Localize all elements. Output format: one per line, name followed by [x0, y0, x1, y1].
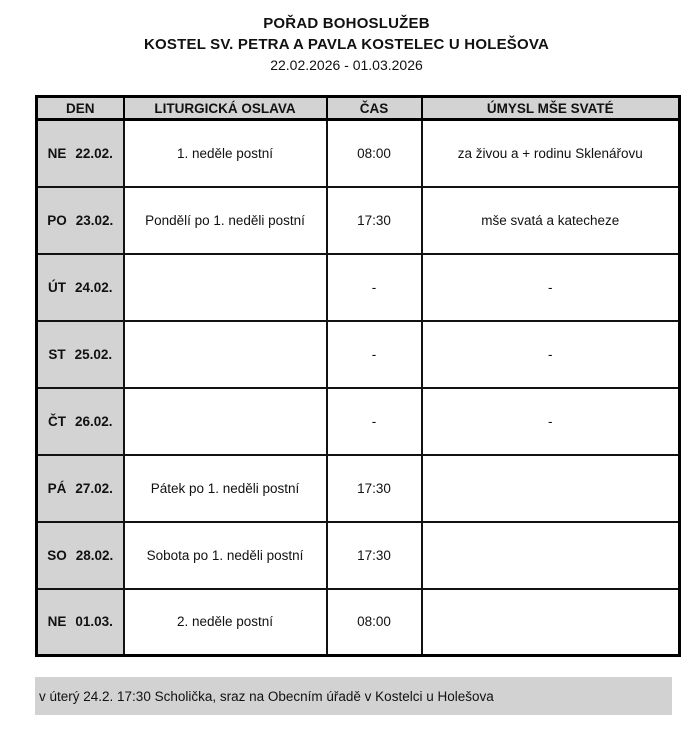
time-cell: 17:30: [327, 455, 422, 522]
announcement-note-text: v úterý 24.2. 17:30 Scholička, sraz na Obecním úřadě v Kostelci u Holešova: [39, 688, 494, 704]
day-abbrev: SO: [47, 547, 67, 563]
announcement-note-box: [35, 677, 672, 715]
table-row: [37, 522, 680, 589]
col-header-time: ČAS: [327, 97, 422, 120]
table-row: [37, 455, 680, 522]
day-cell: [37, 321, 124, 388]
document-title: POŘAD BOHOSLUŽEB: [263, 15, 430, 32]
day-date: 24.02.: [74, 279, 113, 295]
col-header-intention: ÚMYSL MŠE SVATÉ: [422, 97, 680, 120]
time-cell: 08:00: [327, 120, 422, 187]
table-row: [37, 321, 680, 388]
table-row: [37, 388, 680, 455]
time-cell: -: [327, 321, 422, 388]
schedule-table: [35, 95, 681, 657]
intention-cell: -: [422, 388, 680, 455]
day-date: 27.02.: [75, 480, 113, 496]
celebration-cell: [124, 254, 327, 321]
celebration-cell: [124, 321, 327, 388]
celebration-cell: Pondělí po 1. neděli postní: [124, 187, 327, 254]
intention-cell: -: [422, 254, 680, 321]
day-abbrev: PO: [47, 212, 67, 228]
time-cell: -: [327, 254, 422, 321]
day-date: 25.02.: [74, 346, 113, 362]
day-abbrev: ST: [48, 346, 66, 362]
intention-cell: [422, 455, 680, 522]
day-abbrev: ÚT: [47, 279, 66, 295]
intention-cell: za živou a + rodinu Sklenářovu: [422, 120, 680, 187]
day-cell: [37, 254, 124, 321]
celebration-cell: 2. neděle postní: [124, 589, 327, 656]
intention-cell: -: [422, 321, 680, 388]
day-cell: [37, 589, 124, 656]
table-row: [37, 254, 680, 321]
day-date: 23.02.: [75, 212, 114, 228]
day-cell: [37, 522, 124, 589]
day-date: 01.03.: [75, 614, 113, 630]
date-range: 22.02.2026 - 01.03.2026: [270, 57, 423, 73]
time-cell: 08:00: [327, 589, 422, 656]
table-row: [37, 589, 680, 656]
celebration-cell: [124, 388, 327, 455]
col-header-den: DEN: [37, 97, 124, 120]
col-header-liturgical: LITURGICKÁ OSLAVA: [124, 97, 327, 120]
time-cell: 17:30: [327, 187, 422, 254]
table-row: [37, 187, 680, 254]
intention-cell: mše svatá a katecheze: [422, 187, 680, 254]
day-date: 26.02.: [74, 413, 113, 429]
day-cell: [37, 388, 124, 455]
day-cell: [37, 187, 124, 254]
day-cell: [37, 120, 124, 187]
time-cell: 17:30: [327, 522, 422, 589]
time-cell: -: [327, 388, 422, 455]
celebration-cell: Pátek po 1. neděli postní: [124, 455, 327, 522]
table-row: [37, 120, 680, 187]
table-header-row: [37, 97, 680, 120]
celebration-cell: 1. neděle postní: [124, 120, 327, 187]
document-subtitle: KOSTEL SV. PETRA A PAVLA KOSTELEC U HOLEŠOVA: [144, 36, 549, 53]
day-abbrev: PÁ: [47, 480, 67, 496]
day-cell: [37, 455, 124, 522]
intention-cell: [422, 522, 680, 589]
day-date: 28.02.: [75, 547, 114, 563]
day-abbrev: NE: [47, 145, 67, 161]
day-date: 22.02.: [75, 145, 113, 161]
celebration-cell: Sobota po 1. neděli postní: [124, 522, 327, 589]
intention-cell: [422, 589, 680, 656]
day-abbrev: ČT: [47, 413, 66, 429]
title-block: [0, 0, 693, 76]
day-abbrev: NE: [47, 614, 67, 630]
